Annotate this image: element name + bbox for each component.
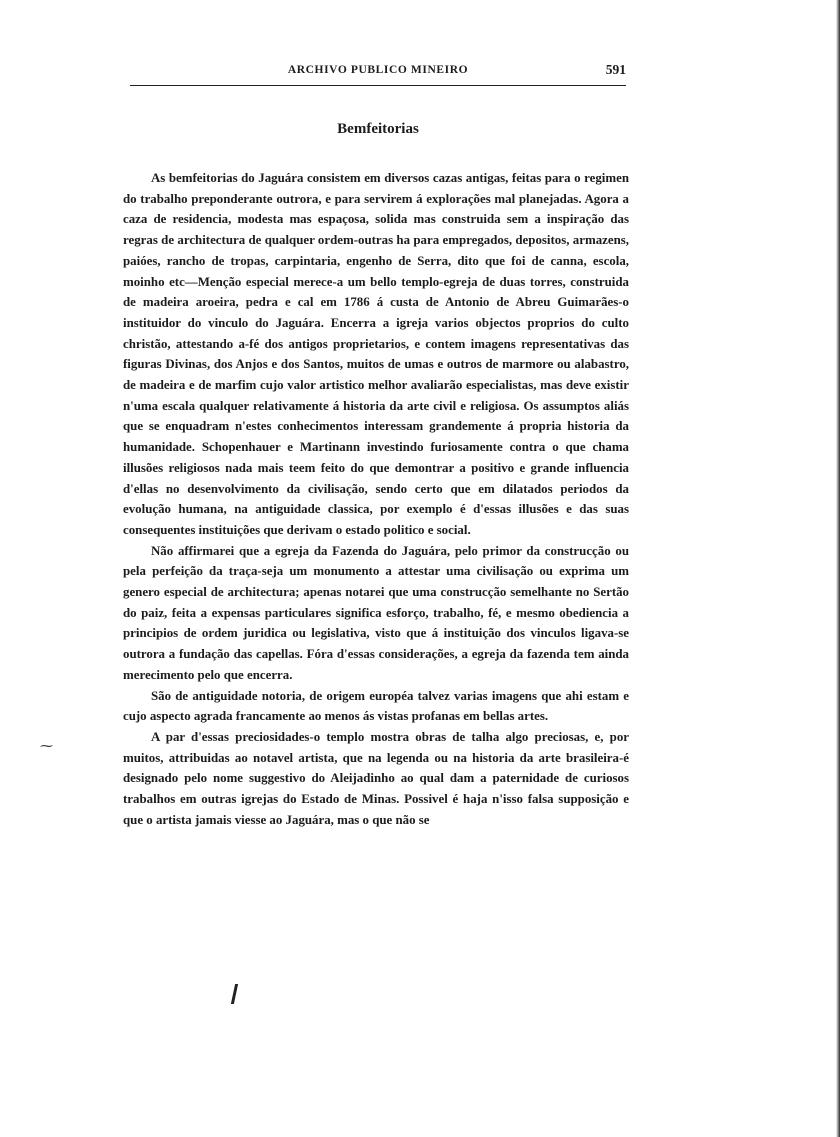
paragraph: As bemfeitorias do Jaguára consistem em diversos cazas antigas, feitas para o regimen do trabalho preponderante outrora, e para servirem á explorações mal planejadas. Agora a caza de residencia, modesta mas espaçosa, solida mas construida sem a inspiração das regras de architectura de qualquer ordem-outras ha para empregados, depositos, armazens, paióes, rancho de tropas, carpintaria, engenho de Serra, dito que foi de canna, escola, moinho etc—Menção especial merece-a um bello templo-egreja de duas torres, construida de madeira aroeira, pedra e cal em 1786 á custa de Antonio de Abreu Guimarães-o instituidor do vinculo do Jaguára. Encerra a igreja varios objectos proprios do culto christão, attestando a-fé dos antigos proprietarios, e contem imagens representativas das figuras Divinas, dos Anjos e dos Santos, muitos de umas e outros de marmore ou alabastro, de madeira e de marfim cujo valor artistico melhor avaliarão especialistas, mas deve existir n'uma escala qualquer relativamente á historia da arte civil e religiosa. Os assumptos aliás que se enquadram n'estes conhecimentos interessam grandemente á propria historia da humanidade. Schopenhauer e Martinann investindo furiosamente contra o que chama illusões religiosos nada mais teem feito do que demontrar a positivo e grande influencia d'ellas no desenvolvimento da civilisação, sendo certo que em dilatados periodos da evolução humana, na antiguidade classica, por exemplo é d'essas illusões e das suas consequentes instituições que derivam o estado politico e social. <box>123 171 629 537</box>
margin-ink-mark: ⁓ <box>40 738 53 753</box>
section-title: Bemfeitorias <box>337 121 419 137</box>
ink-stroke-mark <box>231 984 238 1004</box>
body-text <box>123 168 629 831</box>
paragraph: Não affirmarei que a egreja da Fazenda do Jaguára, pelo primor da construcção ou pela perfeição da traça-seja um monumento a attestar uma civilisação ou exprima um genero especial de architectura; apenas notarei que uma construcção semelhante no Sertão do paiz, feita a expensas particulares significa esforço, trabalho, fé, e mesmo obediencia a principios de ordem juridica ou legislativa, visto que á instituição dos vinculos ligava-se outrora a fundação das capellas. Fóra d'essas considerações, a egreja da fazenda tem ainda merecimento pelo que encerra. <box>123 543 629 682</box>
running-header <box>130 62 626 82</box>
running-title: ARCHIVO PUBLICO MINEIRO <box>287 64 469 76</box>
page-number: 591 <box>605 62 626 77</box>
paragraph: A par d'essas preciosidades-o templo mostra obras de talha algo preciosas, e, por muitos, attribuidas ao notavel artista, que na legenda ou na historia da arte brasileira-é designado pelo nome suggestivo do Aleijadinho ao qual dam a paternidade de curiosos trabalhos em outras igrejas do Estado de Minas. Possivel é haja n'isso falsa supposição e que o artista jamais viesse ao Jaguára, mas o que não se <box>123 729 629 827</box>
paragraph: São de antiguidade notoria, de origem européa talvez varias imagens que ahi estam e cujo aspecto agrada francamente ao menos ás vistas profanas em bellas artes. <box>123 688 629 724</box>
header-rule <box>130 85 626 86</box>
page-edge-shadow <box>836 0 840 1137</box>
